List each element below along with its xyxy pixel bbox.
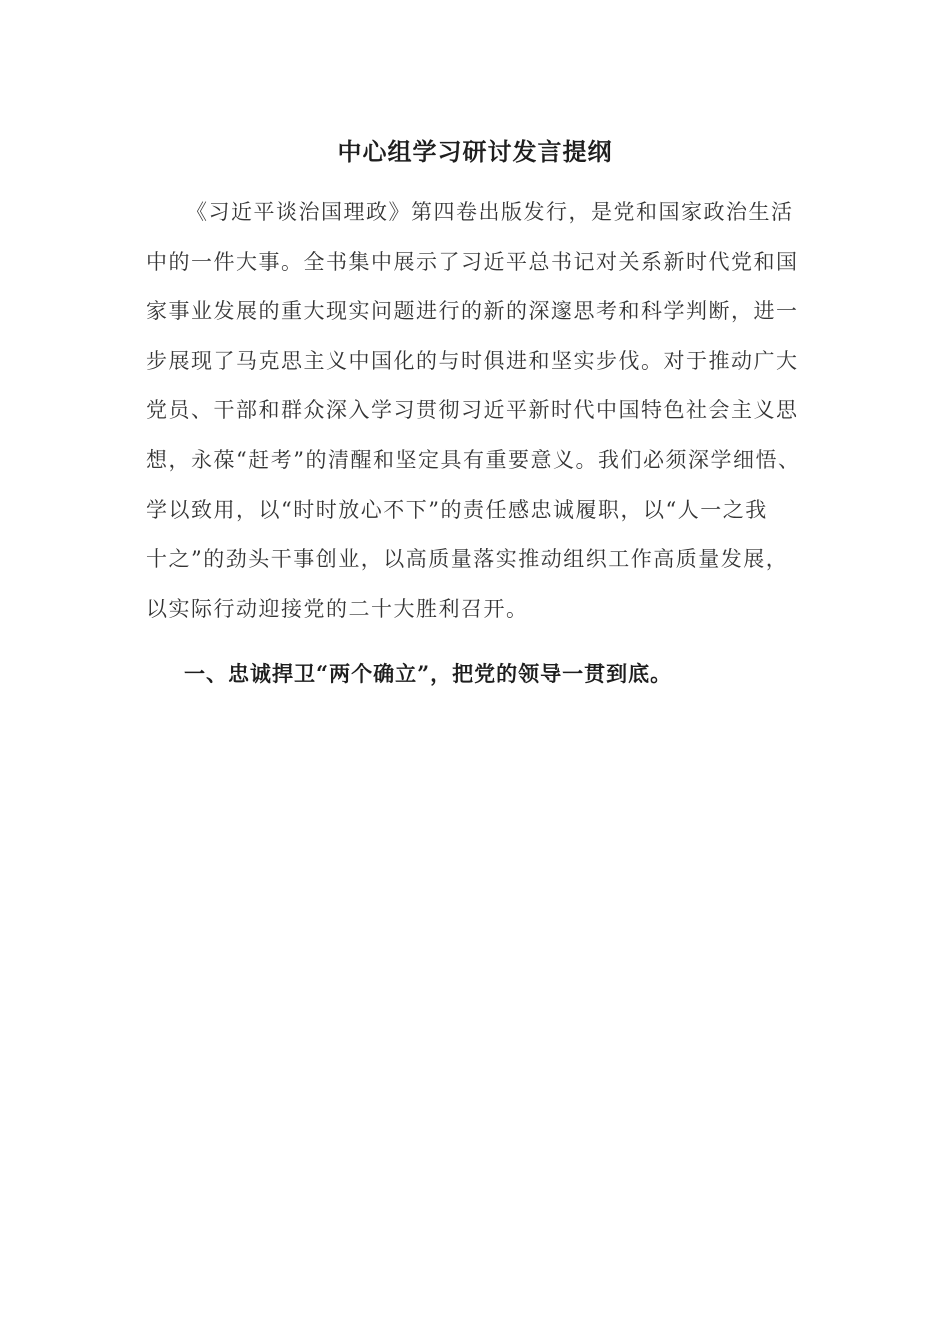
section-heading: 一、忠诚捍卫“两个确立”，把党的领导一贯到底。: [184, 661, 673, 686]
document-title: 中心组学习研讨发言提纲: [337, 137, 613, 166]
intro-paragraph: [146, 188, 826, 634]
paragraph-line: 学以致用，以“时时放心不下”的责任感忠诚履职，以“人一之我: [146, 497, 768, 522]
paragraph-line: 《习近平谈治国理政》第四卷出版发行，是党和国家政治生活: [186, 200, 794, 224]
paragraph-line: 十之”的劲头干事创业，以高质量落实推动组织工作高质量发展，: [146, 547, 789, 572]
paragraph-line: 想，永葆“赶考”的清醒和坚定具有重要意义。我们必须深学细悟、: [146, 447, 801, 472]
paragraph-line: 以实际行动迎接党的二十大胜利召开。: [146, 596, 529, 621]
paragraph-line: 家事业发展的重大现实问题进行的新的深邃思考和科学判断，进一: [146, 299, 799, 324]
paragraph-line: 步展现了马克思主义中国化的与时俱进和坚实步伐。对于推动广大: [146, 348, 799, 373]
paragraph-line: 党员、干部和群众深入学习贯彻习近平新时代中国特色社会主义思: [146, 398, 799, 423]
paragraph-line: 中的一件大事。全书集中展示了习近平总书记对关系新时代党和国: [146, 249, 799, 274]
